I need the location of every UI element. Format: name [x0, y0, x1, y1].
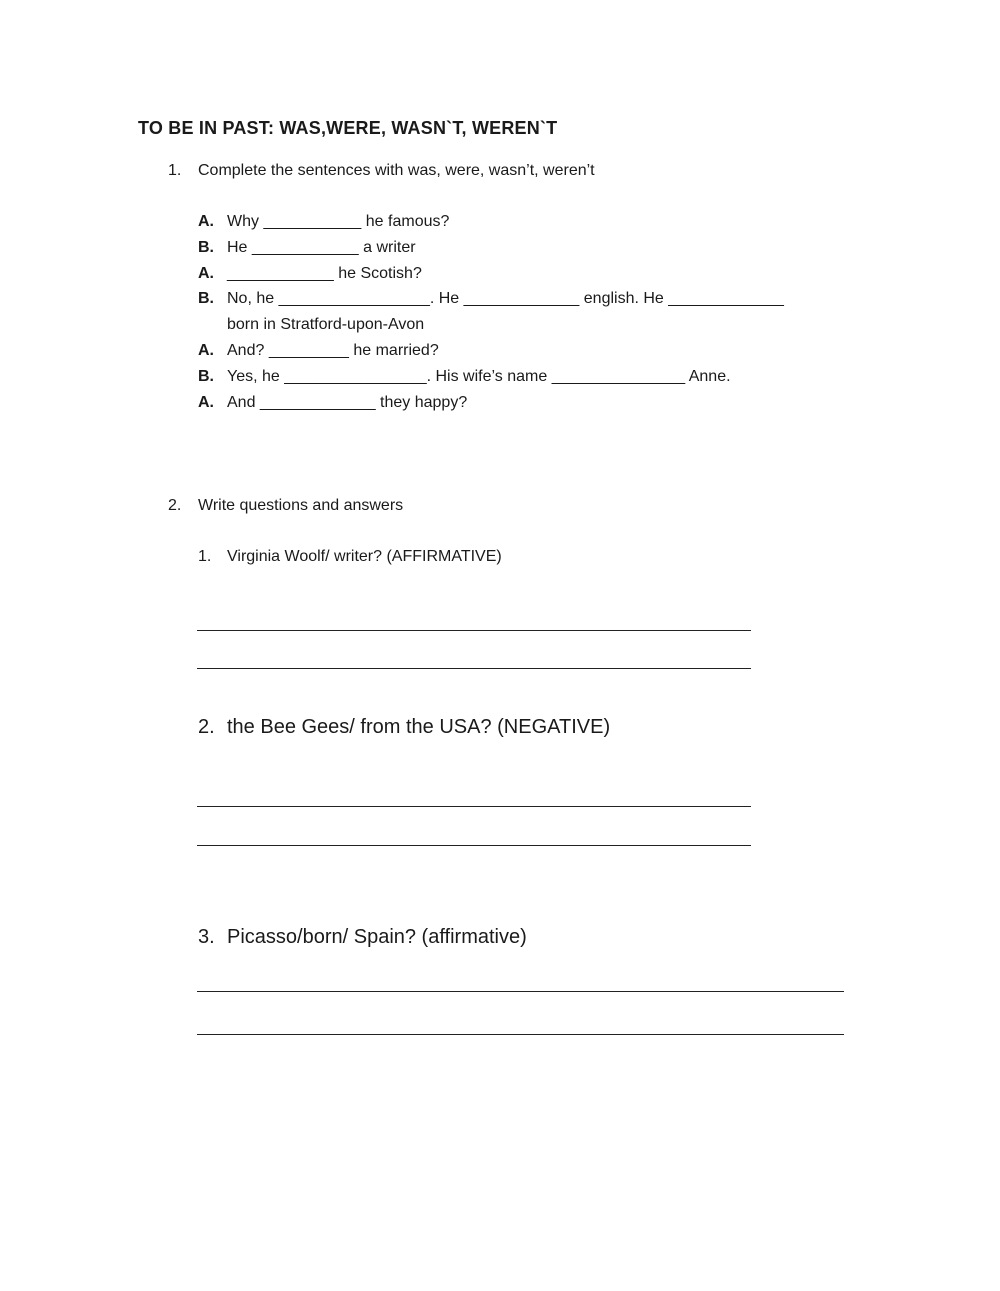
dialogue-line: [198, 265, 422, 283]
speaker-label: A.: [198, 213, 214, 230]
dialogue-text: And? _________ he married?: [227, 342, 439, 359]
exercise-1-number: 1.: [168, 162, 182, 179]
answer-line[interactable]: [197, 1034, 844, 1035]
dialogue-text: born in Stratford-upon-Avon: [227, 316, 425, 333]
question-number: 2.: [198, 716, 215, 738]
worksheet-title: TO BE IN PAST: WAS,WERE, WASN`T, WEREN`T: [138, 118, 558, 138]
question-number: 3.: [198, 926, 215, 948]
speaker-label: B.: [198, 239, 214, 256]
answer-line[interactable]: [197, 630, 751, 631]
answer-line[interactable]: [197, 668, 751, 669]
dialogue-text: Yes, he ________________. His wife’s name _______________ Anne.: [227, 368, 731, 385]
dialogue-line: [198, 213, 449, 231]
speaker-label: A.: [198, 394, 214, 411]
dialogue-line: [198, 394, 467, 412]
dialogue-text: No, he _________________. He _____________ english. He _____________: [227, 290, 784, 307]
speaker-label: B.: [198, 368, 214, 385]
question-prompt: Virginia Woolf/ writer? (AFFIRMATIVE): [227, 548, 502, 565]
dialogue-text: He ____________ a writer: [227, 239, 416, 256]
dialogue-line: [198, 342, 439, 360]
answer-line[interactable]: [197, 806, 751, 807]
question-prompt: Picasso/born/ Spain? (affirmative): [227, 926, 527, 948]
exercise-1-instruction: Complete the sentences with was, were, wasn’t, weren’t: [198, 162, 595, 179]
answer-line[interactable]: [197, 991, 844, 992]
question-number: 1.: [198, 548, 212, 565]
dialogue-text: And _____________ they happy?: [227, 394, 468, 411]
exercise-2-number: 2.: [168, 497, 182, 514]
speaker-label: A.: [198, 342, 214, 359]
dialogue-line: [198, 368, 731, 386]
answer-line[interactable]: [197, 845, 751, 846]
speaker-label: A.: [198, 265, 214, 282]
dialogue-text: ____________ he Scotish?: [227, 265, 422, 282]
question-prompt: the Bee Gees/ from the USA? (NEGATIVE): [227, 716, 611, 738]
dialogue-line: [198, 239, 416, 257]
dialogue-line: [198, 316, 424, 334]
exercise-2-instruction: Write questions and answers: [198, 497, 404, 514]
dialogue-text: Why ___________ he famous?: [227, 213, 450, 230]
speaker-label: B.: [198, 290, 214, 307]
dialogue-line: [198, 290, 784, 308]
